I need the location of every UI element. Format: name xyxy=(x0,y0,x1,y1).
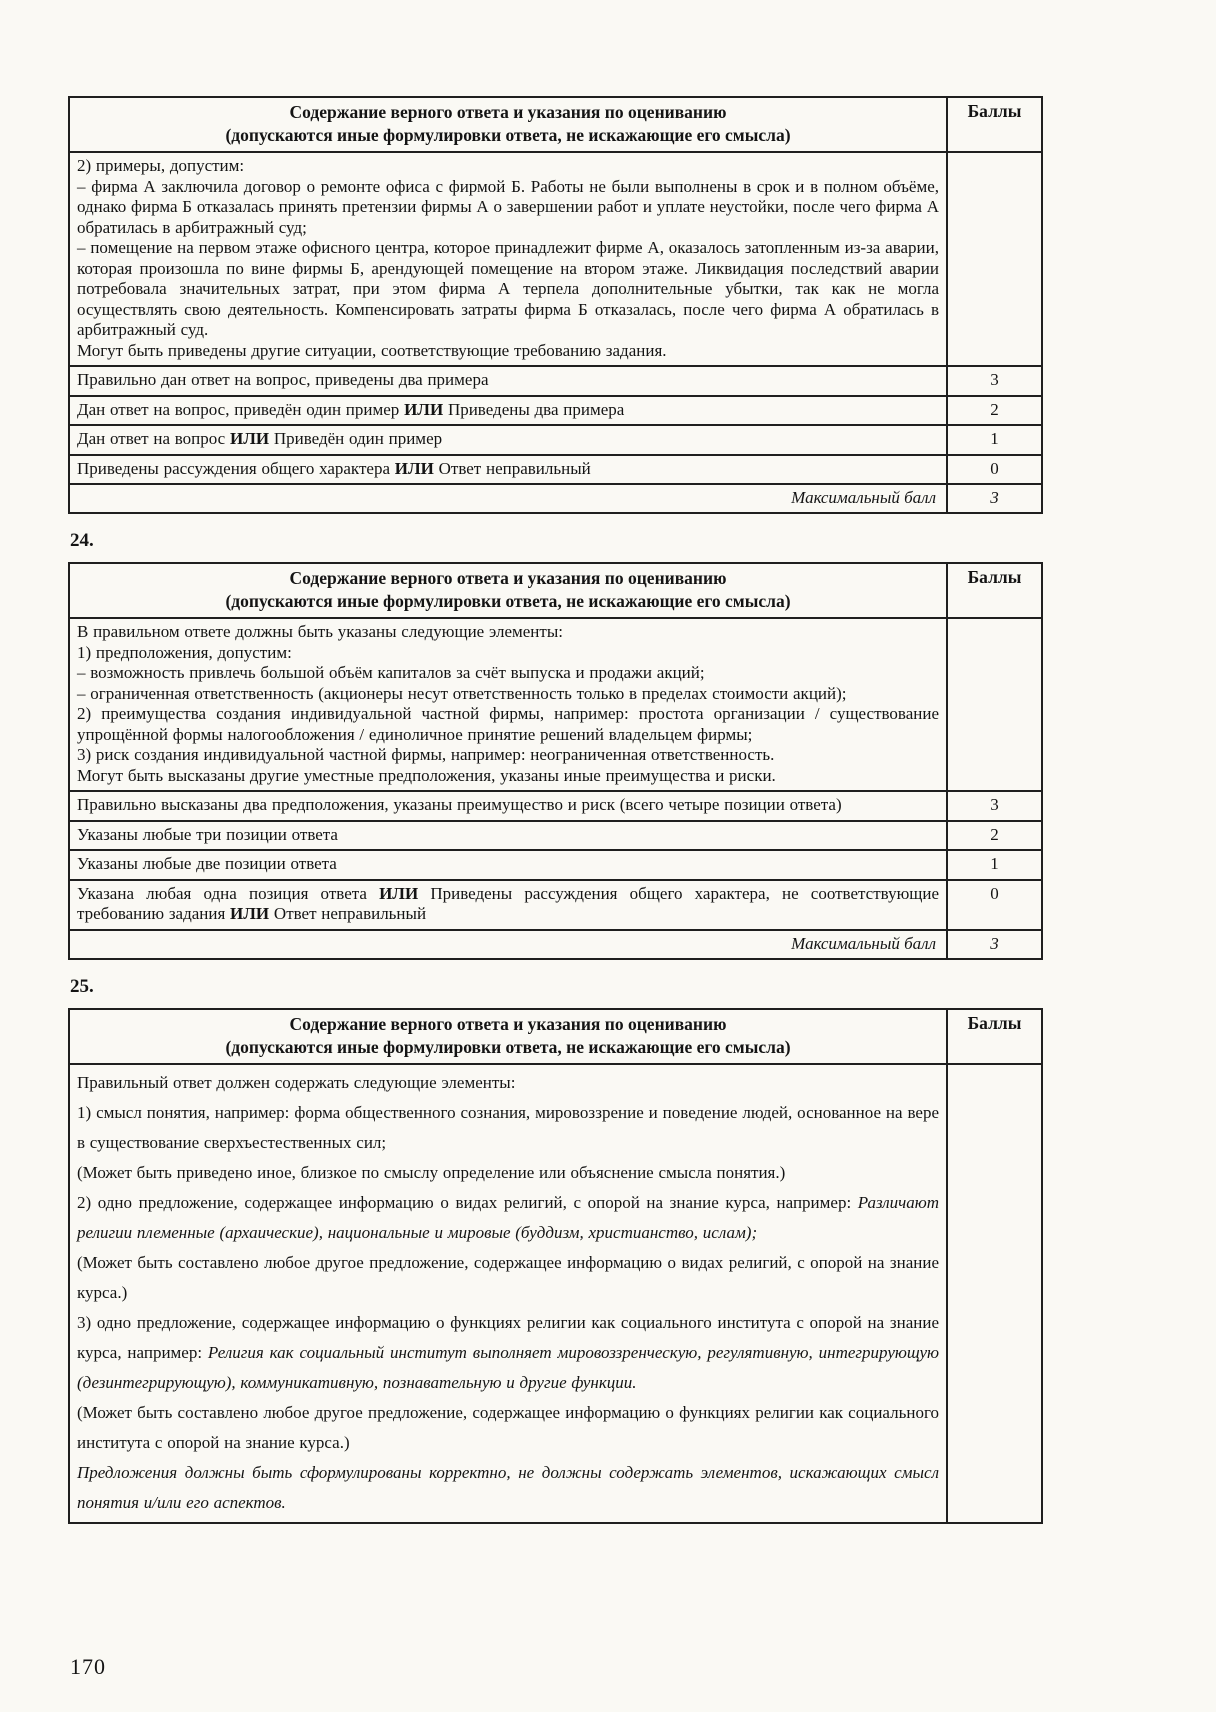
criterion-score: 2 xyxy=(947,821,1042,851)
answer-paragraph: 3) риск создания индивидуальной частной фирмы, например: неограниченная ответственность. xyxy=(77,745,775,764)
table-header-row xyxy=(69,97,1042,152)
answer-content-cell xyxy=(69,152,947,366)
header-title: Содержание верного ответа и указания по оцениванию xyxy=(289,1013,727,1034)
answer-content-cell xyxy=(69,1064,947,1523)
table-header-content xyxy=(69,1009,947,1064)
max-score-row xyxy=(69,484,1042,513)
criterion-text-cell xyxy=(69,425,947,455)
criterion-score: 3 xyxy=(947,791,1042,821)
text-segment-italic: Различают религии племенные (архаические), национальные и мировые (буддизм, христианство, ислам); xyxy=(77,1192,939,1242)
score-column-header: Баллы xyxy=(947,563,1042,618)
answer-paragraph: – возможность привлечь большой объём капиталов за счёт выпуска и продажи акций; xyxy=(77,663,705,682)
answer-content-row xyxy=(69,152,1042,366)
criterion-score: 0 xyxy=(947,455,1042,485)
criterion-score: 3 xyxy=(947,366,1042,396)
answer-paragraph: – ограниченная ответственность (акционеры несут ответственность только в пределах стоимости акций); xyxy=(77,683,847,703)
criterion-text: Указана любая одна позиция ответа ИЛИ Приведены рассуждения общего характера, не соответствующие требованию задания ИЛИ Ответ неправильный xyxy=(77,883,940,923)
answer-paragraph: – помещение на первом этаже офисного центра, которое принадлежит фирме А, оказалось затопленным из-за аварии, которая произошла по вине фирмы Б, арендующей помещение на втором этаже. Ликвидация последствий аварии потребовала значительных затрат, при этом фирма А терпела дополнительные убытки, так как не могла осуществлять свою деятельность. Компенсировать затраты фирма Б отказалась, после чего фирма А обратилась в арбитражный суд. xyxy=(77,238,939,339)
criterion-row xyxy=(69,880,1042,930)
max-score-value: 3 xyxy=(947,930,1042,959)
criterion-text: Дан ответ на вопрос, приведён один пример ИЛИ Приведены два примера xyxy=(77,399,625,419)
criterion-text: Указаны любые две позиции ответа xyxy=(77,854,337,873)
answer-content-cell xyxy=(69,618,947,791)
answer-paragraph: (Может быть приведено иное, близкое по смыслу определение или объяснение смысла понятия.) xyxy=(77,1162,786,1182)
max-score-label: Максимальный балл xyxy=(69,484,947,513)
criterion-text: Указаны любые три позиции ответа xyxy=(77,824,338,844)
criterion-text: Правильно высказаны два предположения, указаны преимущество и риск (всего четыре позиции ответа) xyxy=(77,795,842,814)
answer-paragraph: (Может быть составлено любое другое предложение, содержащее информацию о видах религий, с опорой на знание курса.) xyxy=(77,1252,939,1302)
criteria-table-23 xyxy=(68,96,1043,514)
table-header-content xyxy=(69,563,947,618)
answer-paragraph: – фирма А заключила договор о ремонте офиса с фирмой Б. Работы не были выполнены в срок и в полном объёме, однако фирма Б отказалась принять претензии фирмы А о завершении работ и уплате неустойки, после чего фирма А обратилась в арбитражный суд; xyxy=(77,176,939,237)
page-number: 170 xyxy=(70,1654,106,1679)
criterion-text: Правильно дан ответ на вопрос, приведены два примера xyxy=(77,370,489,389)
max-score-value: 3 xyxy=(947,484,1042,513)
header-subtitle: (допускаются иные формулировки ответа, не искажающие его смысла) xyxy=(225,1036,791,1057)
criterion-score: 1 xyxy=(947,425,1042,455)
table-header-content xyxy=(69,97,947,152)
answer-content-row xyxy=(69,1064,1042,1523)
criterion-score: 0 xyxy=(947,880,1042,930)
criterion-text-cell xyxy=(69,821,947,851)
criterion-score: 1 xyxy=(947,850,1042,880)
answer-paragraph: 2) примеры, допустим: xyxy=(77,156,245,175)
criterion-row xyxy=(69,455,1042,485)
answer-paragraph: Правильный ответ должен содержать следующие элементы: xyxy=(77,1072,516,1092)
answer-paragraph: 1) предположения, допустим: xyxy=(77,642,292,662)
criterion-row xyxy=(69,791,1042,821)
score-cell-empty xyxy=(947,618,1042,791)
criteria-table-25 xyxy=(68,1008,1043,1524)
max-score-row xyxy=(69,930,1042,959)
criterion-row xyxy=(69,821,1042,851)
score-column-header: Баллы xyxy=(947,97,1042,152)
score-column-header: Баллы xyxy=(947,1009,1042,1064)
criterion-score: 2 xyxy=(947,396,1042,426)
text-segment: 3) одно предложение, содержащее информацию о функциях религии как социального института с опорой на знание курса, например: xyxy=(77,1312,939,1362)
answer-paragraph-italic: Предложения должны быть сформулированы корректно, не должны содержать элементов, искажающих смысл понятия и/или его аспектов. xyxy=(77,1462,939,1512)
criterion-text: Приведены рассуждения общего характера ИЛИ Ответ неправильный xyxy=(77,458,591,478)
criterion-text-cell xyxy=(69,396,947,426)
criterion-row xyxy=(69,425,1042,455)
text-segment-italic: Религия как социальный институт выполняет мировоззренческую, регулятивную, интегрирующую (дезинтегрирующую), коммуникативную, познавательную и другие функции. xyxy=(77,1342,939,1392)
header-subtitle: (допускаются иные формулировки ответа, не искажающие его смысла) xyxy=(225,591,791,611)
answer-paragraph: Могут быть приведены другие ситуации, соответствующие требованию задания. xyxy=(77,340,667,360)
criterion-text-cell xyxy=(69,880,947,930)
criterion-text-cell xyxy=(69,455,947,485)
header-subtitle: (допускаются иные формулировки ответа, не искажающие его смысла) xyxy=(225,125,791,145)
criterion-row xyxy=(69,366,1042,396)
answer-paragraph: В правильном ответе должны быть указаны следующие элементы: xyxy=(77,622,563,641)
criteria-table-24 xyxy=(68,562,1043,960)
table-header-row xyxy=(69,563,1042,618)
task-number-24: 24. xyxy=(70,530,94,551)
header-title: Содержание верного ответа и указания по оцениванию xyxy=(289,568,727,588)
criterion-text-cell xyxy=(69,791,947,821)
task-number-25: 25. xyxy=(70,975,94,997)
answer-paragraph: (Может быть составлено любое другое предложение, содержащее информацию о функциях религии как социального института с опорой на знание курса.) xyxy=(77,1402,939,1452)
criterion-row xyxy=(69,850,1042,880)
criterion-text: Дан ответ на вопрос ИЛИ Приведён один пример xyxy=(77,429,443,448)
header-title: Содержание верного ответа и указания по оцениванию xyxy=(289,102,727,122)
answer-paragraph xyxy=(77,1308,939,1398)
score-cell-empty xyxy=(947,152,1042,366)
answer-content-row xyxy=(69,618,1042,791)
score-cell-empty xyxy=(947,1064,1042,1523)
text-segment: 2) одно предложение, содержащее информацию о видах религий, с опорой на знание курса, например: xyxy=(77,1192,858,1212)
answer-paragraph xyxy=(77,1188,939,1248)
criterion-text-cell xyxy=(69,850,947,880)
answer-paragraph: Могут быть высказаны другие уместные предположения, указаны иные преимущества и риски. xyxy=(77,765,776,785)
answer-paragraph: 1) смысл понятия, например: форма общественного сознания, мировоззрение и поведение людей, основанное на вере в существование сверхъестественных сил; xyxy=(77,1102,939,1152)
criterion-text-cell xyxy=(69,366,947,396)
max-score-label: Максимальный балл xyxy=(69,930,947,959)
criterion-row xyxy=(69,396,1042,426)
answer-paragraph: 2) преимущества создания индивидуальной частной фирмы, например: простота организации / существование упрощённой формы налогообложения / единоличное принятие решений владельцем фирмы; xyxy=(77,704,939,744)
table-header-row xyxy=(69,1009,1042,1064)
